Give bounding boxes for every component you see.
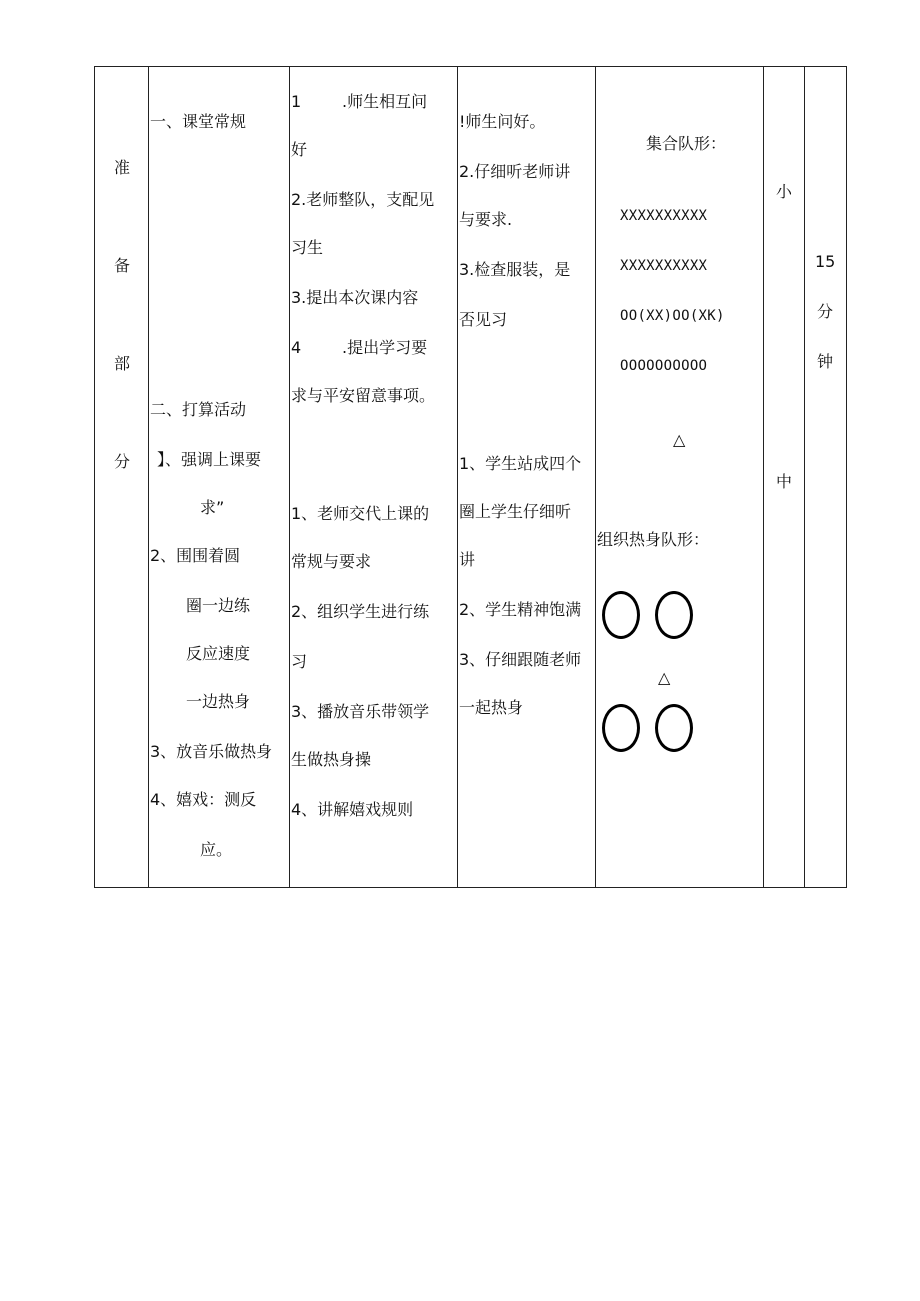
section-name-char: 分: [114, 452, 131, 471]
student-line: 否见习: [459, 310, 508, 329]
teacher-line: 2.老师整队，支配见: [291, 190, 435, 209]
student-line: 1、学生站成四个: [459, 454, 582, 473]
column-divider: [289, 66, 290, 888]
teacher-line: 2、组织学生进行练: [291, 602, 430, 621]
content-heading: 二、打算活动: [150, 400, 247, 419]
teacher-line: 常规与要求: [291, 552, 372, 571]
content-line: 4、嬉戏：测反: [150, 790, 257, 809]
student-line: 与要求.: [459, 210, 513, 229]
teacher-position-triangle: △: [673, 430, 686, 449]
column-divider: [148, 66, 149, 888]
teacher-line: 习: [291, 652, 308, 671]
student-line: 2.仔细听老师讲: [459, 162, 571, 181]
intensity-value: 小: [776, 182, 793, 201]
teacher-line: .师生相互问: [342, 92, 428, 111]
content-heading: 一、课堂常规: [150, 112, 247, 131]
student-line: 圈上学生仔细听: [459, 502, 572, 521]
content-line: 3、放音乐做热身: [150, 742, 273, 761]
teacher-line: 1、老师交代上课的: [291, 504, 430, 523]
time-unit-char: 分: [817, 302, 834, 321]
assembly-formation-title: 集合队形：: [646, 134, 727, 153]
student-line: 3、仔细跟随老师: [459, 650, 582, 669]
teacher-position-triangle: △: [658, 668, 671, 687]
teacher-line: 求与平安留意事项。: [291, 386, 436, 405]
lesson-plan-table: [94, 66, 847, 888]
teacher-line: .提出学习要: [342, 338, 428, 357]
time-value: 15: [815, 252, 836, 271]
column-divider: [457, 66, 458, 888]
teacher-item-number: 1: [291, 92, 302, 111]
warmup-circle: [655, 591, 693, 639]
formation-row: XXXXXXXXXX: [620, 258, 708, 274]
student-line: !师生问好。: [459, 112, 546, 131]
content-line: 圈一边练: [186, 596, 251, 615]
column-divider: [804, 66, 805, 888]
teacher-item-number: 4: [291, 338, 302, 357]
content-line: 应。: [200, 840, 233, 859]
teacher-line: 生做热身操: [291, 750, 372, 769]
warmup-formation-title: 组织热身队形：: [597, 530, 710, 549]
content-line: 一边热身: [186, 692, 251, 711]
student-line: 2、学生精神饱满: [459, 600, 582, 619]
content-line: 求”: [200, 498, 225, 517]
teacher-line: 3、播放音乐带领学: [291, 702, 430, 721]
student-line: 3.检查服装，是: [459, 260, 571, 279]
warmup-circle: [602, 704, 640, 752]
teacher-line: 好: [291, 140, 308, 159]
formation-row: OO(XX)OO(XK): [620, 308, 725, 324]
content-line: 反应速度: [186, 644, 251, 663]
section-name-char: 备: [114, 256, 131, 275]
student-line: 一起热身: [459, 698, 524, 717]
content-line: 2、围围着圆: [150, 546, 241, 565]
section-name-char: 准: [114, 158, 131, 177]
intensity-value: 中: [776, 472, 793, 491]
warmup-circle: [602, 591, 640, 639]
formation-row: OOOOOOOOOO: [620, 358, 708, 374]
teacher-line: 4、讲解嬉戏规则: [291, 800, 414, 819]
warmup-circle: [655, 704, 693, 752]
column-divider: [763, 66, 764, 888]
section-name-char: 部: [114, 354, 131, 373]
time-unit-char: 钟: [817, 352, 834, 371]
content-line: 】、强调上课要: [157, 450, 262, 469]
teacher-line: 3.提出本次课内容: [291, 288, 419, 307]
column-divider: [595, 66, 596, 888]
student-line: 讲: [459, 550, 476, 569]
teacher-line: 习生: [291, 238, 324, 257]
formation-row: XXXXXXXXXX: [620, 208, 708, 224]
